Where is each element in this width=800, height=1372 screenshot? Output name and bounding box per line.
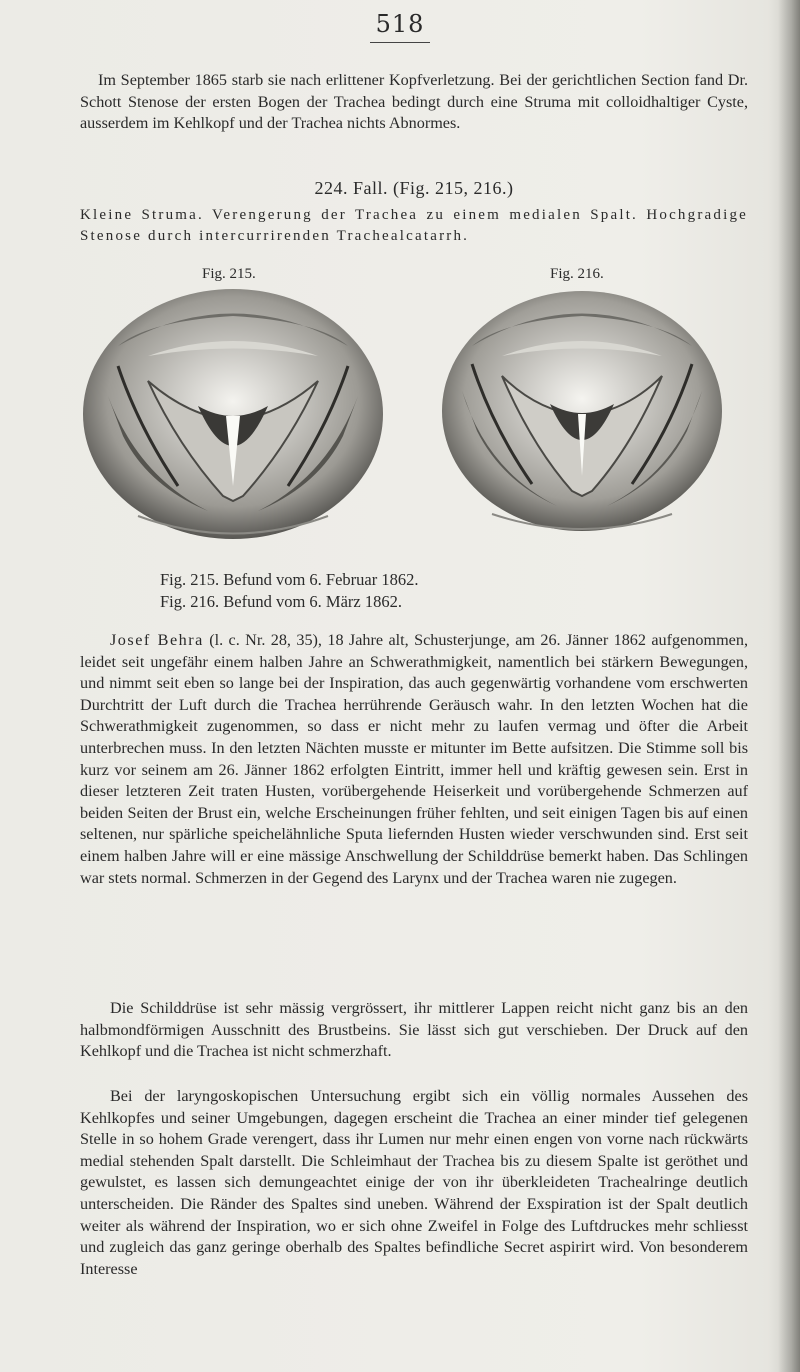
case-paragraph bbox=[80, 630, 748, 889]
page-edge-shadow bbox=[778, 0, 800, 1372]
fig-216-label: Fig. 216. bbox=[550, 266, 604, 282]
intro-paragraph: Im September 1865 starb sie nach erlittener Kopfverletzung. Bei der gerichtlichen Section fand Dr. Schott Stenose der ersten Bogen der Trachea bedingt durch eine Struma mit colloidhaltiger Cyste, ausserdem im Kehlkopf und der Trachea nichts Abnormes. bbox=[80, 71, 748, 133]
fig-215-label: Fig. 215. bbox=[202, 266, 256, 282]
fig-215-illustration bbox=[78, 286, 388, 556]
case-paragraph-text: (l. c. Nr. 28, 35), 18 Jahre alt, Schusterjunge, am 26. Jänner 1862 aufgenommen, leidet seit ungefähr einem halben Jahre an Schwerathmigkeit, namentlich bei stärkern Bewegungen, und nimmt seit eben so lange bei der Inspiration, das auch gegenwärtig vorhandene vom erschwerten Durchtritt der Luft durch die Trachea herrührende Geräusch wahr. In den letzten Wochen hat die Schwerathmigkeit zugenommen, so dass er nicht mehr zu laufen vermag und öfter die Arbeit unterbrechen muss. In den letzten Nächten musste er mitunter im Bette aufsitzen. Die Stimme soll bis kurz vor seinem am 26. Jänner 1862 erfolgten Eintritt, immer hell und kräftig gewesen sein. Erst in dieser letzteren Zeit traten Husten, vorübergehende Heiserkeit und vorübergehende Schmerzen auf beiden Seiten der Brust ein, welche Erscheinungen früher fehlten, und seit einigen Tagen bis auf einen seltenen, nur spärliche speichelähnliche Sputa liefernden Husten wieder verschwunden sind. Erst seit einem halben Jahre will er eine mässige Anschwellung der Schilddrüse bemerkt haben. Das Schlingen war stets normal. Schmerzen in der Gegend des Larynx und der Trachea waren nie zugegen. bbox=[80, 631, 749, 887]
case-heading: 224. Fall. (Fig. 215, 216.) bbox=[314, 178, 514, 198]
page-number-underline bbox=[370, 42, 430, 43]
case-subtitle: Kleine Struma. Verengerung der Trachea zu einem medialen Spalt. Hochgradige Stenose durch intercurrirenden Trachealcatarrh. bbox=[80, 207, 748, 244]
fig-216-caption: Fig. 216. Befund vom 6. März 1862. bbox=[160, 592, 402, 611]
page-number: 518 bbox=[375, 10, 425, 38]
fig-216-illustration bbox=[432, 286, 732, 546]
laryngoscopy-paragraph: Bei der laryngoskopischen Untersuchung ergibt sich ein völlig normales Aussehen des Kehlkopfes und seiner Umgebungen, dagegen erscheint die Trachea an einer minder tief gelegenen Stelle in so hohem Grade verengert, dass ihr Lumen nur mehr einen engen von vorne nach rückwärts medial stehenden Spalt darstellt. Die Schleimhaut der Trachea bis zu diesem Spalte ist geröthet und gewulstet, es lassen sich demungeachtet einige der von ihr überkleideten Trachealringe deutlich unterscheiden. Die Ränder des Spaltes sind uneben. Während der Exspiration ist der Spalt deutlich weiter als während der Inspiration, wo er sich ohne Zweifel in Folge des Luftdruckes mehr schliesst und zugleich das ganz geringe oberhalb des Spaltes befindliche Secret aspirirt wird. Von besonderem Interesse bbox=[80, 1087, 748, 1278]
fig-215-caption: Fig. 215. Befund vom 6. Februar 1862. bbox=[160, 570, 419, 589]
patient-name: Josef Behra bbox=[110, 631, 204, 649]
thyroid-paragraph: Die Schilddrüse ist sehr mässig vergrössert, ihr mittlerer Lappen reicht nicht ganz bis an den halbmondförmigen Ausschnitt des Brustbeins. Sie lässt sich gut verschieben. Der Druck auf den Kehlkopf und die Trachea ist nicht schmerzhaft. bbox=[80, 999, 748, 1061]
